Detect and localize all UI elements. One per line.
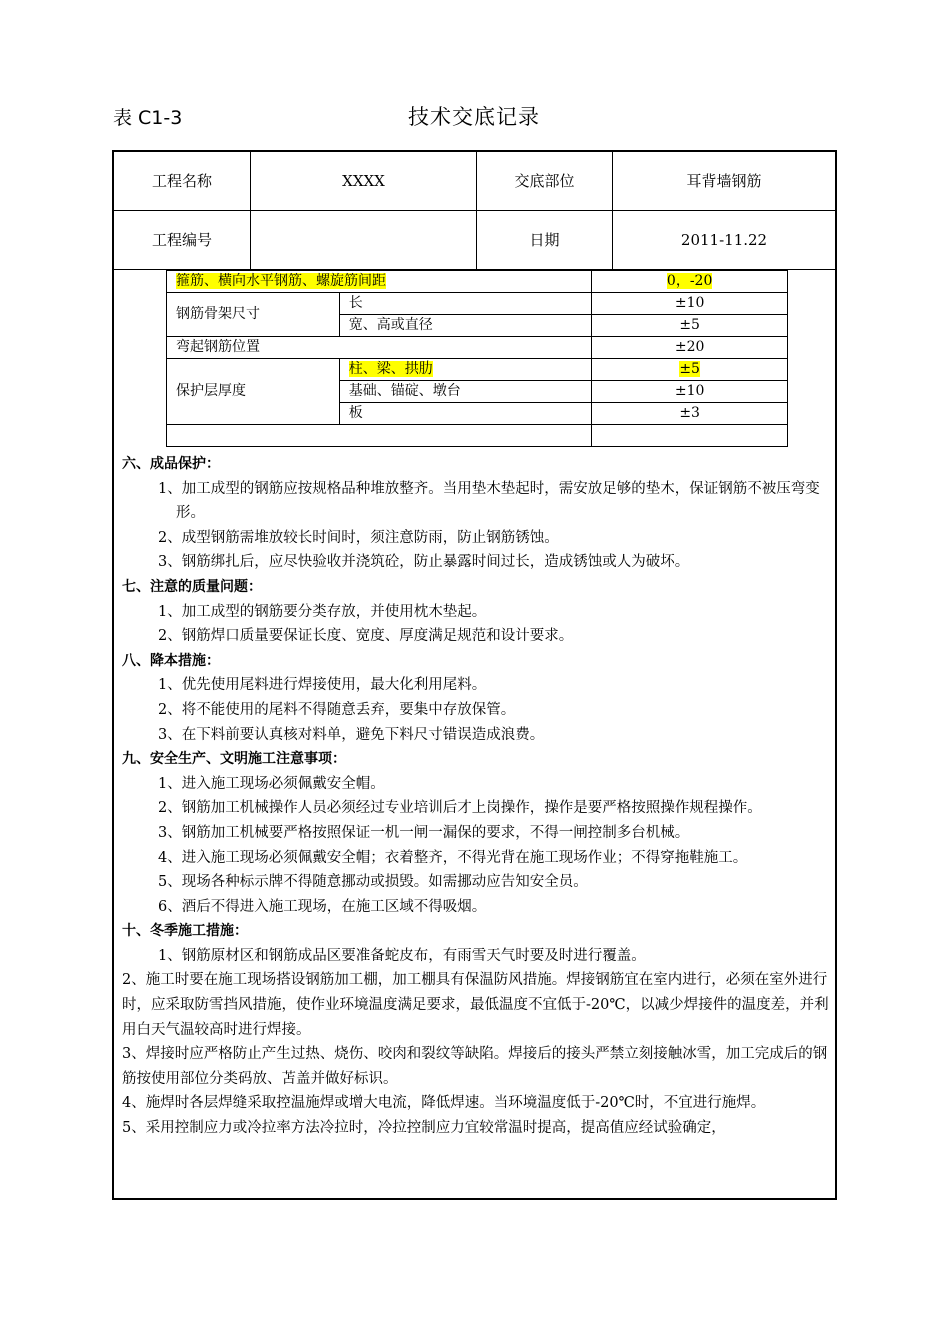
list-item: 2、施工时要在施工现场搭设钢筋加工棚，加工棚具有保温防风措施。焊接钢筋宜在室内进行，必须在室外进行时，应采取防雪挡风措施，使作业环境温度满足要求，最低温度不宜低于-20℃，以减少焊接件的温度差，并利用白天气温较高时进行焊接。 <box>122 972 829 1038</box>
tolerance-value: ±5 <box>592 315 788 337</box>
date-label: 日期 <box>529 231 560 249</box>
handover-part-value: 耳背墙钢筋 <box>686 172 762 190</box>
list-item: 1、钢筋原材区和钢筋成品区要准备蛇皮布，有雨雪天气时要及时进行覆盖。 <box>158 947 646 964</box>
tolerance-value: ±10 <box>592 381 788 403</box>
row-divider <box>114 210 835 211</box>
list-item: 5、现场各种标示牌不得随意挪动或损毁。如需挪动应告知安全员。 <box>158 874 588 891</box>
empty-cell <box>592 425 788 447</box>
table-row <box>167 293 788 315</box>
list-item: 4、施焊时各层焊缝采取控温施焊或增大电流，降低焊速。当环境温度低于-20℃时，不宜进行施焊。 <box>122 1095 766 1112</box>
date-value: 2011-11.22 <box>680 231 768 249</box>
handover-part-label: 交底部位 <box>514 172 575 190</box>
item-label: 弯起钢筋位置 <box>167 337 592 359</box>
project-name-label: 工程名称 <box>151 172 212 190</box>
tolerance-value: ±10 <box>592 293 788 315</box>
table-row <box>167 425 788 447</box>
tolerance-value: ±20 <box>592 337 788 359</box>
table-cell <box>592 359 788 381</box>
sub-item-label: 宽、高或直径 <box>339 315 592 337</box>
table-row <box>167 271 788 293</box>
section-heading: 九、安全生产、文明施工注意事项： <box>122 751 346 768</box>
section-heading: 七、注意的质量问题： <box>122 578 262 595</box>
tolerance-value: 0，-20 <box>666 273 713 289</box>
empty-cell <box>167 425 592 447</box>
table-row <box>167 337 788 359</box>
table-cell <box>339 359 592 381</box>
list-item: 3、焊接时应严格防止产生过热、烧伤、咬肉和裂纹等缺陷。焊接后的接头严禁立刻接触冰雪，加工完成后的钢筋按使用部位分类码放、苫盖并做好标识。 <box>122 1046 828 1087</box>
tolerance-value: ±5 <box>679 361 700 377</box>
col-divider <box>476 152 477 269</box>
list-item: 1、加工成型的钢筋应按规格品种堆放整齐。当用垫木垫起时，需安放足够的垫木，保证钢筋不被压弯变形。 <box>158 480 820 522</box>
list-item: 5、采用控制应力或冷拉率方法冷拉时，冷拉控制应力宜较常温时提高，提高值应经试验确定， <box>122 1120 726 1137</box>
list-item: 1、优先使用尾料进行焊接使用，最大化利用尾料。 <box>158 677 487 694</box>
tolerance-value: ±3 <box>592 403 788 425</box>
sub-item-label: 基础、锚碇、墩台 <box>339 381 592 403</box>
list-item: 3、钢筋绑扎后，应尽快验收并浇筑砼，防止暴露时间过长，造成锈蚀或人为破坏。 <box>158 554 690 571</box>
list-item: 6、酒后不得进入施工现场，在施工区域不得吸烟。 <box>158 898 487 915</box>
list-item: 4、进入施工现场必须佩戴安全帽；衣着整齐，不得光背在施工现场作业；不得穿拖鞋施工。 <box>158 849 748 866</box>
form-number: 表 C1-3 <box>113 107 183 129</box>
page-title: 技术交底记录 <box>408 105 540 129</box>
sub-item-label: 柱、梁、拱肋 <box>348 361 433 377</box>
record-form <box>112 150 837 1200</box>
handover-content <box>122 452 832 1141</box>
sub-item-label: 长 <box>339 293 592 315</box>
section-heading: 八、降本措施： <box>122 652 220 669</box>
list-item: 2、钢筋加工机械操作人员必须经过专业培训后才上岗操作，操作是要严格按照操作规程操作。 <box>158 800 762 817</box>
col-divider <box>250 152 251 269</box>
item-label: 钢筋骨架尺寸 <box>167 293 340 337</box>
col-divider <box>612 152 613 269</box>
item-label: 保护层厚度 <box>167 359 340 425</box>
section-heading: 十、冬季施工措施： <box>122 923 248 940</box>
project-name-value: XXXX <box>342 172 385 190</box>
table-cell <box>167 271 592 293</box>
table-cell <box>592 271 788 293</box>
list-item: 3、钢筋加工机械要严格按照保证一机一闸一漏保的要求，不得一闸控制多台机械。 <box>158 824 690 841</box>
list-item: 1、加工成型的钢筋要分类存放，并使用枕木垫起。 <box>158 603 487 620</box>
list-item: 3、在下料前要认真核对料单，避免下料尺寸错误造成浪费。 <box>158 726 545 743</box>
list-item: 2、钢筋焊口质量要保证长度、宽度、厚度满足规范和设计要求。 <box>158 628 574 645</box>
list-item: 2、成型钢筋需堆放较长时间时，须注意防雨，防止钢筋锈蚀。 <box>158 529 559 546</box>
section-heading: 六、成品保护： <box>122 456 220 472</box>
tolerance-table <box>166 270 788 447</box>
project-number-label: 工程编号 <box>151 231 212 249</box>
item-label: 箍筋、横向水平钢筋、螺旋筋间距 <box>176 273 386 289</box>
sub-item-label: 板 <box>339 403 592 425</box>
table-row <box>167 359 788 381</box>
list-item: 2、将不能使用的尾料不得随意丢弃，要集中存放保管。 <box>158 701 516 718</box>
list-item: 1、进入施工现场必须佩戴安全帽。 <box>158 775 385 792</box>
